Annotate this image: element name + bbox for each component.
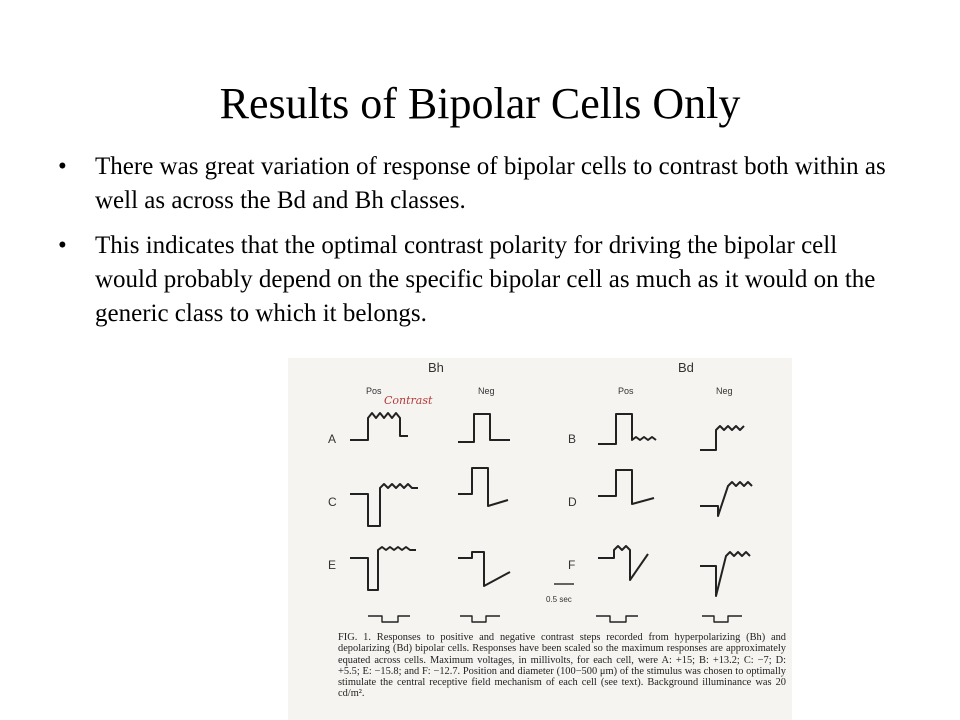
response-trace — [598, 414, 656, 444]
row-label: B — [568, 432, 577, 446]
bullet-marker: • — [58, 153, 67, 180]
bullet-text: There was great variation of response of bipolar cells to contrast both within as well as across the Bd and Bh classes. — [95, 153, 886, 214]
response-trace — [350, 413, 408, 440]
scale-label: 0.5 sec — [546, 595, 572, 604]
figure-image — [288, 358, 792, 720]
response-trace — [458, 468, 508, 506]
bullet-list — [58, 150, 898, 342]
response-trace — [598, 470, 654, 504]
response-trace — [458, 414, 510, 442]
bullet-marker: • — [58, 232, 67, 259]
bullet-text: This indicates that the optimal contrast polarity for driving the bipolar cell would probably depend on the specific bipolar cell as much as it would on the generic class to which it belongs. — [95, 232, 876, 327]
response-trace — [700, 552, 750, 596]
stimulus-marker — [596, 616, 638, 622]
response-trace — [458, 552, 510, 586]
row-label: A — [328, 432, 337, 446]
group-label-bh: Bh — [428, 360, 444, 375]
bullet-item — [58, 229, 898, 331]
response-trace — [700, 482, 752, 516]
column-label-neg: Neg — [478, 386, 495, 396]
group-label-bd: Bd — [678, 360, 694, 375]
stimulus-marker — [702, 616, 742, 622]
handwritten-note: Contrast — [384, 394, 433, 407]
column-label-neg: Neg — [716, 386, 733, 396]
response-trace — [350, 547, 416, 590]
stimulus-marker — [368, 616, 410, 622]
bullet-item — [58, 150, 898, 218]
trace-group — [350, 413, 752, 622]
row-label: E — [328, 558, 337, 572]
column-label-pos: Pos — [366, 386, 382, 396]
row-label: C — [328, 495, 337, 509]
column-label-pos: Pos — [618, 386, 634, 396]
response-trace — [598, 546, 648, 580]
stimulus-marker — [460, 616, 500, 622]
response-trace — [700, 426, 744, 450]
row-label: D — [568, 495, 577, 509]
row-label: F — [568, 558, 576, 572]
slide-title: Results of Bipolar Cells Only — [219, 79, 741, 128]
response-trace — [350, 484, 418, 526]
figure-caption: FIG. 1. Responses to positive and negative contrast steps recorded from hyperpolarizing (Bh) and depolarizing (Bd) bipolar cells. Responses have been scaled so the maximum responses are approximately equated across cells. Maximum voltages, in millivolts, for each cell, were A: +15; B: +13.2; C: −7; D: +5.5; E: −15.8; and F: −12.7. Position and diameter (100−500 μm) of the stimulus was chosen to optimally stimulate the central receptive field mechanism of each cell (see text). Background illuminance was 20 cd/m². — [338, 632, 786, 700]
